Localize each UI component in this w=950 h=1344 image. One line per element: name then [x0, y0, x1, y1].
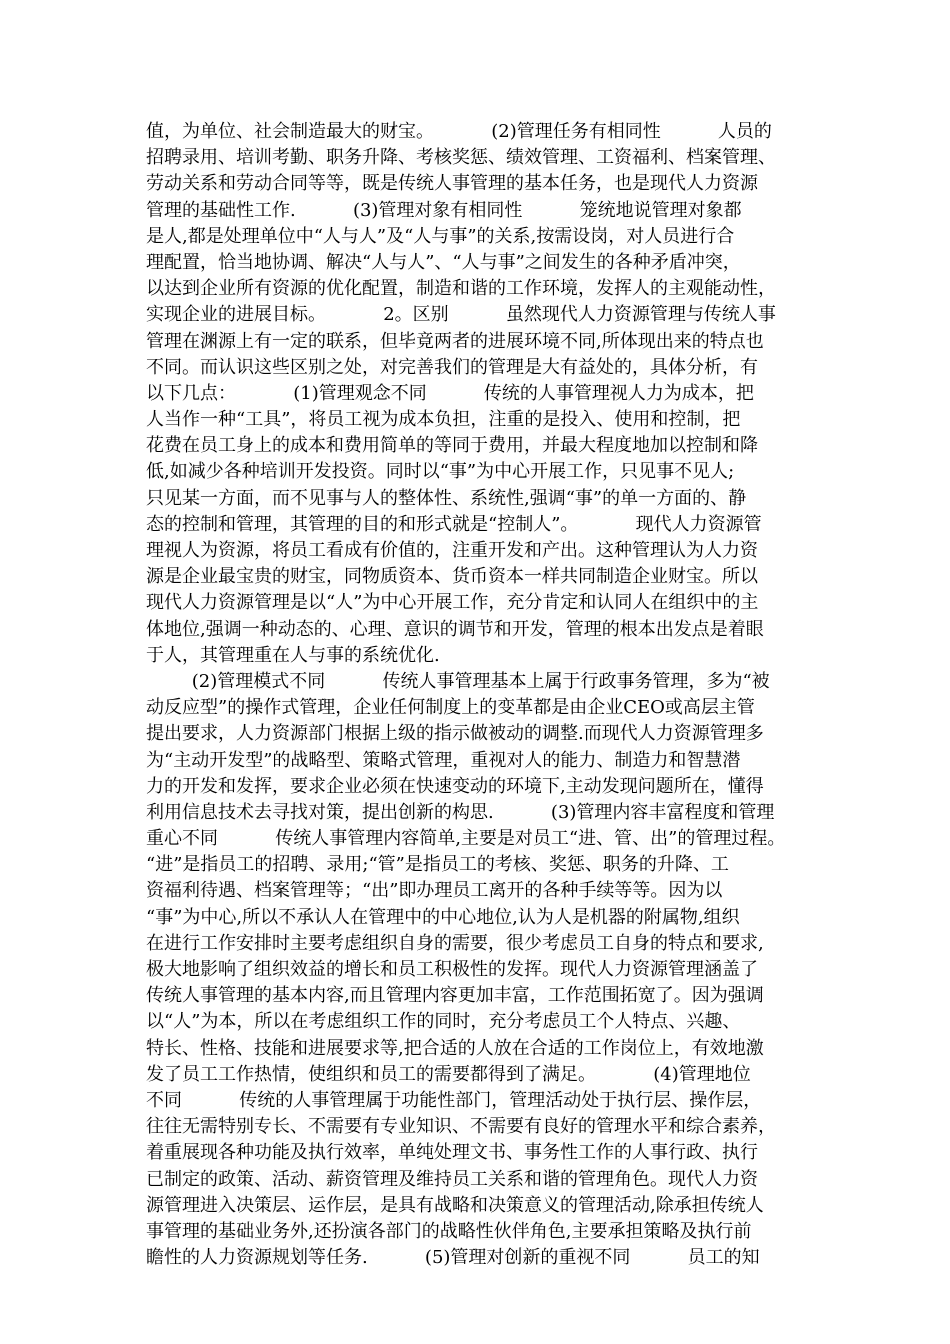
text-line: 以下几点： (1)管理观念不同 传统的人事管理视人力为成本，把: [146, 382, 754, 404]
text-line: “事”为中心,所以不承认人在管理中的中心地位,认为人是机器的附属物,组织: [146, 906, 740, 928]
text-line: 资福利待遇、档案管理等；“出”即办理员工离开的各种手续等等。因为以: [146, 880, 723, 902]
text-line: 事管理的基础业务外,还扮演各部门的战略性伙伴角色,主要承担策略及执行前: [146, 1220, 752, 1242]
text-line: 理配置，恰当地协调、解决“人与人”、“人与事”之间发生的各种矛盾冲突，: [146, 251, 741, 273]
text-line: 提出要求，人力资源部门根据上级的指示做被动的调整.而现代人力资源管理多: [146, 723, 764, 745]
text-line: 低,如减少各种培训开发投资。同时以“事”为中心开展工作，只见事不见人;: [146, 461, 735, 483]
text-line: 以“人”为本，所以在考虑组织工作的同时，充分考虑员工个人特点、兴趣、: [146, 1011, 741, 1033]
text-line: 人当作一种“工具”，将员工视为成本负担，注重的是投入、使用和控制，把: [146, 409, 741, 431]
text-line: 花费在员工身上的成本和费用简单的等同于费用，并最大程度地加以控制和降: [146, 435, 758, 457]
text-line: 特长、性格、技能和进展要求等,把合适的人放在合适的工作岗位上，有效地激: [146, 1037, 764, 1059]
text-line: 往往无需特别专长、不需要有专业知识、不需要有良好的管理水平和综合素养，: [146, 1116, 776, 1138]
text-line: 实现企业的进展目标。 2。区别 虽然现代人力资源管理与传统人事: [146, 304, 776, 326]
text-line: 极大地影响了组织效益的增长和员工积极性的发挥。现代人力资源管理涵盖了: [146, 959, 758, 980]
text-line: 源管理进入决策层、运作层，是具有战略和决策意义的管理活动,除承担传统人: [146, 1194, 764, 1216]
text-line: 以达到企业所有资源的优化配置，制造和谐的工作环境，发挥人的主观能动性，: [146, 278, 776, 300]
text-line: 传统人事管理的基本内容,而且管理内容更加丰富，工作范围拓宽了。因为强调: [146, 985, 764, 1007]
text-line: 体地位,强调一种动态的、心理、意识的调节和开发，管理的根本出发点是着眼: [146, 618, 764, 640]
text-line: “进”是指员工的招聘、录用;“管”是指员工的考核、奖惩、职务的升降、工: [146, 854, 729, 876]
text-line: 重心不同 传统人事管理内容简单,主要是对员工“进、管、出”的管理过程。: [146, 828, 786, 850]
text-line: 只见某一方面，而不见事与人的整体性、系统性,强调“事”的单一方面的、静: [146, 487, 747, 509]
text-line: 力的开发和发挥，要求企业必须在快速变动的环境下,主动发现问题所在，懂得: [146, 775, 764, 797]
text-line: 理视人为资源，将员工看成有价值的，注重开发和产出。这种管理认为人力资: [146, 540, 758, 561]
document-body: [146, 119, 810, 1271]
text-line: 管理在渊源上有一定的联系，但毕竟两者的进展环境不同,所体现出来的特点也: [146, 330, 764, 352]
text-line: 瞻性的人力资源规划等任务. (5)管理对创新的重视不同 员工的知: [146, 1247, 760, 1269]
text-line: (2)管理模式不同 传统人事管理基本上属于行政事务管理，多为“被: [146, 670, 770, 692]
text-line: 招聘录用、培训考勤、职务升降、考核奖惩、绩效管理、工资福利、档案管理、: [146, 147, 776, 169]
text-line: 态的控制和管理，其管理的目的和形式就是“控制人”。 现代人力资源管: [146, 513, 762, 535]
text-line: 发了员工工作热情，使组织和员工的需要都得到了满足。 (4)管理地位: [146, 1063, 751, 1085]
text-line: 源是企业最宝贵的财宝，同物质资本、货币资本一样共同制造企业财宝。所以: [146, 566, 758, 588]
text-line: 在进行工作安排时主要考虑组织自身的需要，很少考虑员工自身的特点和要求,: [146, 932, 764, 954]
text-line: 已制定的政策、活动、薪资管理及维持员工关系和谐的管理角色。现代人力资: [146, 1168, 758, 1190]
text-line: 着重展现各种功能及执行效率，单纯处理文书、事务性工作的人事行政、执行: [146, 1142, 758, 1164]
text-line: 为“主动开发型”的战略型、策略式管理，重视对人的能力、制造力和智慧潜: [146, 749, 741, 771]
text-line: 劳动关系和劳动合同等等，既是传统人事管理的基本任务，也是现代人力资源: [146, 173, 758, 195]
text-line: 是人,都是处理单位中“人与人”及“人与事”的关系,按需设岗，对人员进行合: [146, 225, 735, 247]
text-line: 管理的基础性工作. (3)管理对象有相同性 笼统地说管理对象都: [146, 199, 742, 221]
text-line: 值，为单位、社会制造最大的财宝。 (2)管理任务有相同性 人员的: [146, 121, 772, 142]
text-line: 不同。而认识这些区别之处，对完善我们的管理是大有益处的，具体分析，有: [146, 356, 758, 378]
text-line: 动反应型”的操作式管理，企业任何制度上的变革都是由企业CEO或高层主管: [146, 697, 755, 719]
text-line: 利用信息技术去寻找对策，提出创新的构思. (3)管理内容丰富程度和管理: [146, 801, 775, 823]
text-line: 于人，其管理重在人与事的系统优化.: [146, 644, 440, 666]
text-line: 现代人力资源管理是以“人”为中心开展工作，充分肯定和认同人在组织中的主: [146, 592, 759, 614]
text-line: 不同 传统的人事管理属于功能性部门，管理活动处于执行层、操作层，: [146, 1089, 762, 1111]
